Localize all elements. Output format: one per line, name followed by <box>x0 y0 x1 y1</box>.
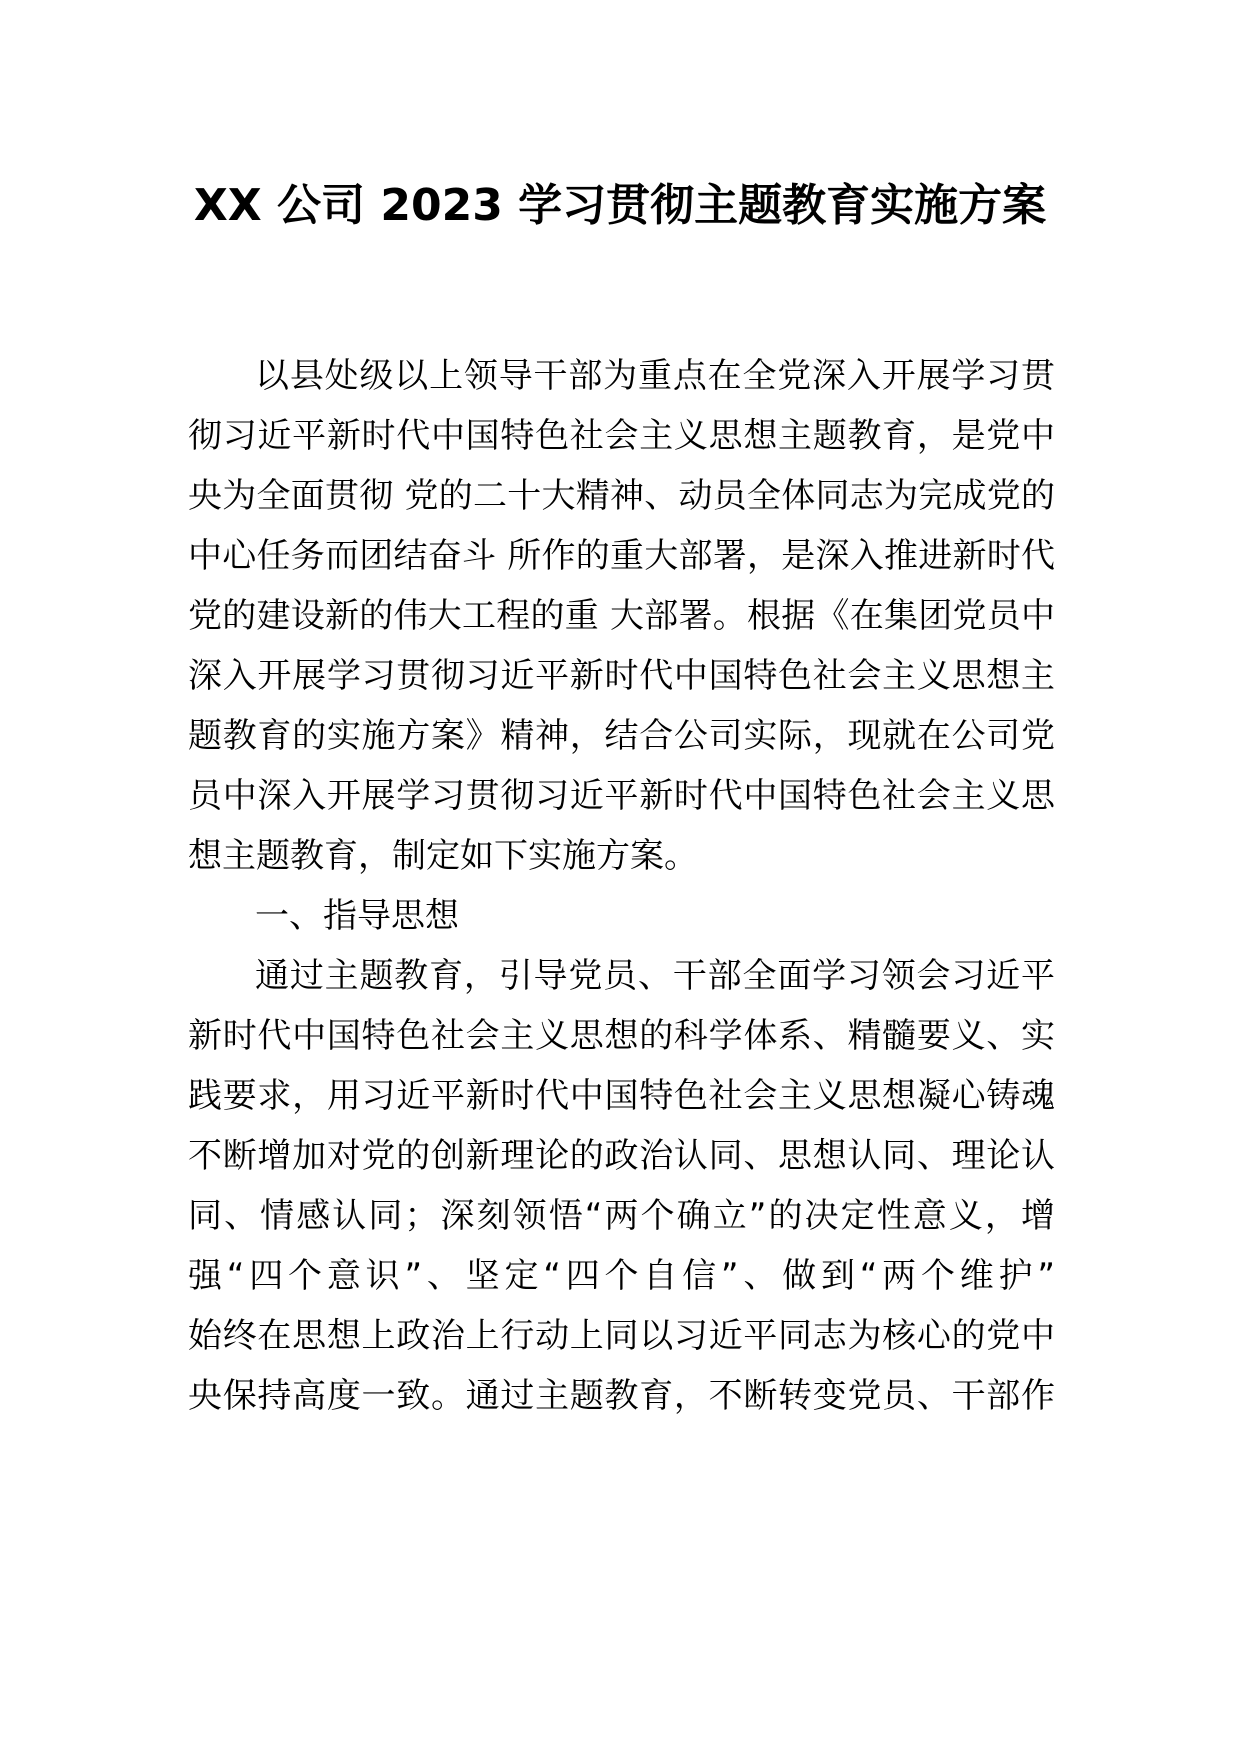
paragraph-line: 始终在思想上政治上行动上同以习近平同志为核心的党中 <box>188 1316 1055 1356</box>
paragraph-line: 不断增加对党的创新理论的政治认同、思想认同、理论认 <box>188 1136 1055 1176</box>
paragraph-line: 深入开展学习贯彻习近平新时代中国特色社会主义思想主 <box>188 656 1055 696</box>
paragraph-line: 想主题教育，制定如下实施方案。 <box>188 836 698 876</box>
paragraph-line: 中心任务而团结奋斗 所作的重大部署，是深入推进新时代 <box>188 536 1055 576</box>
paragraph-line: 强“四个意识”、坚定“四个自信”、做到“两个维护” <box>188 1256 1055 1296</box>
paragraph-line: 通过主题教育，引导党员、干部全面学习领会习近平 <box>255 956 1055 996</box>
paragraph-line: 员中深入开展学习贯彻习近平新时代中国特色社会主义思 <box>188 776 1055 816</box>
paragraph-line: 题教育的实施方案》精神，结合公司实际，现就在公司党 <box>188 716 1055 756</box>
paragraph-line: 党的建设新的伟大工程的重 大部署。根据《在集团党员中 <box>188 596 1055 636</box>
paragraph-line: 同、情感认同；深刻领悟“两个确立”的决定性意义，增 <box>188 1196 1055 1236</box>
section-heading: 一、指导思想 <box>255 896 459 936</box>
paragraph-line: 新时代中国特色社会主义思想的科学体系、精髓要义、实 <box>188 1016 1055 1056</box>
document-title: XX 公司 2023 学习贯彻主题教育实施方案 <box>193 180 1047 231</box>
paragraph-line: 践要求，用习近平新时代中国特色社会主义思想凝心铸魂 <box>188 1076 1055 1116</box>
paragraph-line: 彻习近平新时代中国特色社会主义思想主题教育，是党中 <box>188 416 1055 456</box>
paragraph-line: 央为全面贯彻 党的二十大精神、动员全体同志为完成党的 <box>188 476 1055 516</box>
paragraph-line: 以县处级以上领导干部为重点在全党深入开展学习贯 <box>255 356 1055 396</box>
paragraph-line: 央保持高度一致。通过主题教育，不断转变党员、干部作 <box>188 1376 1055 1416</box>
